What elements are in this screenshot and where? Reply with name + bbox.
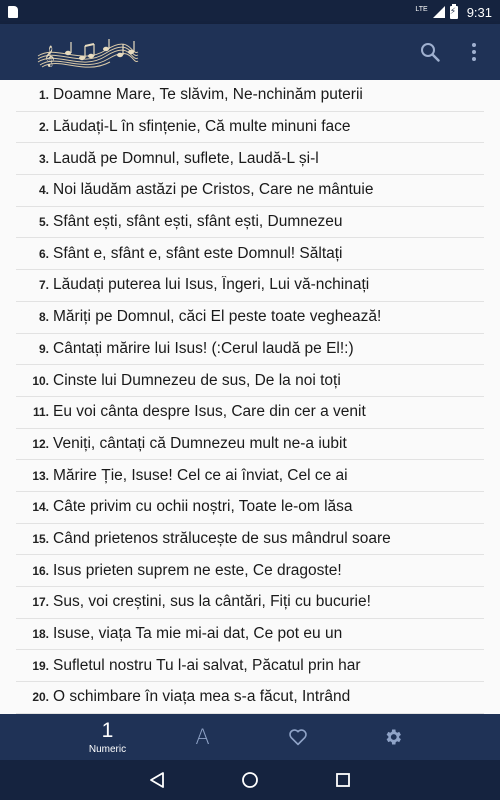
signal-icon [433, 6, 445, 18]
song-title: Lăudați puterea lui Isus, Îngeri, Lui vă-nchinați [53, 276, 370, 294]
back-icon [149, 771, 165, 789]
song-title: Veniți, cântați că Dumnezeu mult ne-a iubit [53, 434, 347, 452]
back-button[interactable] [137, 760, 177, 800]
song-number: 4. [38, 183, 49, 198]
song-number: 12. [32, 436, 49, 451]
song-title: Cinste lui Dumnezeu de sus, De la noi toți [53, 371, 341, 389]
list-item[interactable] [16, 682, 484, 714]
song-title: Sufletul nostru Tu l-ai salvat, Păcatul prin har [53, 656, 361, 674]
song-number: 3. [38, 151, 49, 166]
home-button[interactable] [230, 760, 270, 800]
song-number: 1. [38, 88, 49, 103]
home-icon [241, 771, 259, 789]
more-options-button[interactable] [462, 40, 486, 64]
list-item[interactable] [16, 238, 484, 270]
song-title: Noi lăudăm astăzi pe Cristos, Care ne mântuie [53, 181, 374, 199]
gear-icon [383, 727, 403, 747]
list-item[interactable] [16, 143, 484, 175]
list-item[interactable] [16, 619, 484, 651]
song-number: 13. [32, 468, 49, 483]
list-item[interactable] [16, 460, 484, 492]
song-title: Sfânt ești, sfânt ești, sfânt ești, Dumnezeu [53, 213, 343, 231]
list-item[interactable] [16, 334, 484, 366]
list-item[interactable] [16, 555, 484, 587]
app-bar-actions [418, 40, 486, 64]
tab-numeric[interactable] [68, 714, 148, 760]
tab-alphabetic[interactable] [163, 714, 243, 760]
svg-text:𝄞: 𝄞 [44, 46, 55, 67]
bottom-nav [0, 714, 500, 760]
recents-icon [335, 772, 351, 788]
search-icon [420, 42, 440, 62]
heart-icon [288, 728, 308, 746]
song-title: Eu voi cânta despre Isus, Care din cer a venit [53, 403, 366, 421]
song-number: 9. [38, 341, 49, 356]
song-number: 5. [38, 215, 49, 230]
list-item[interactable] [16, 524, 484, 556]
song-number: 20. [32, 690, 49, 705]
list-item[interactable] [16, 492, 484, 524]
system-nav-bar [0, 760, 500, 800]
song-title: Laudă pe Domnul, suflete, Laudă-L și-l [53, 149, 319, 167]
song-number: 14. [32, 500, 49, 515]
song-title: Isus prieten suprem ne este, Ce dragoste! [53, 561, 342, 579]
song-title: Mărire Ție, Isuse! Cel ce ai înviat, Cel ce ai [53, 466, 348, 484]
song-title: Doamne Mare, Te slăvim, Ne-nchinăm puterii [53, 86, 363, 104]
list-item[interactable] [16, 207, 484, 239]
song-title: O schimbare în viața mea s-a făcut, Intrând [53, 688, 351, 706]
song-list[interactable] [0, 80, 500, 714]
list-item[interactable] [16, 429, 484, 461]
battery-charging-icon [450, 6, 458, 19]
list-item[interactable] [16, 365, 484, 397]
list-item[interactable] [16, 650, 484, 682]
search-button[interactable] [418, 40, 442, 64]
song-title: Sus, voi creștini, sus la cântări, Fiți cu bucurie! [53, 593, 371, 611]
song-number: 15. [32, 531, 49, 546]
network-type: LTE [415, 5, 428, 13]
music-notes-logo [36, 36, 140, 68]
song-number: 10. [32, 373, 49, 388]
song-number: 8. [38, 310, 49, 325]
song-number: 2. [38, 120, 49, 135]
song-title: Lăudați-L în sfințenie, Că multe minuni face [53, 118, 351, 136]
recents-button[interactable] [323, 760, 363, 800]
alphabetic-tab-glyph: A [195, 725, 210, 749]
song-number: 19. [32, 658, 49, 673]
song-number: 11. [32, 405, 49, 420]
song-title: Isuse, viața Ta mie mi-ai dat, Ce pot eu un [53, 625, 343, 643]
song-title: Măriți pe Domnul, căci El peste toate veghează! [53, 308, 382, 326]
song-title: Câte privim cu ochii noștri, Toate le-om lăsa [53, 498, 353, 516]
song-number: 6. [38, 246, 49, 261]
more-vert-icon [471, 42, 477, 62]
list-item[interactable] [16, 80, 484, 112]
list-item[interactable] [16, 175, 484, 207]
tab-favorites[interactable] [258, 714, 338, 760]
song-title: Cântați mărire lui Isus! (:Cerul laudă pe El!:) [53, 339, 354, 357]
song-number: 16. [32, 563, 49, 578]
sd-card-icon [8, 6, 18, 18]
list-item[interactable] [16, 397, 484, 429]
song-title: Sfânt e, sfânt e, sfânt este Domnul! Săltați [53, 244, 343, 262]
list-item[interactable] [16, 270, 484, 302]
app-bar [0, 24, 500, 80]
list-item[interactable] [16, 302, 484, 334]
song-number: 17. [32, 595, 49, 610]
list-item[interactable] [16, 587, 484, 619]
status-icons [415, 5, 492, 20]
numeric-tab-glyph: 1 [101, 719, 114, 742]
song-title: Când prietenos strălucește de sus mândrul soare [53, 529, 391, 547]
song-number: 7. [38, 278, 49, 293]
list-item[interactable] [16, 112, 484, 144]
status-bar [0, 0, 500, 24]
clock: 9:31 [466, 4, 492, 20]
song-number: 18. [32, 627, 49, 642]
numeric-tab-label: Numeric [88, 744, 127, 755]
tab-settings[interactable] [353, 714, 433, 760]
